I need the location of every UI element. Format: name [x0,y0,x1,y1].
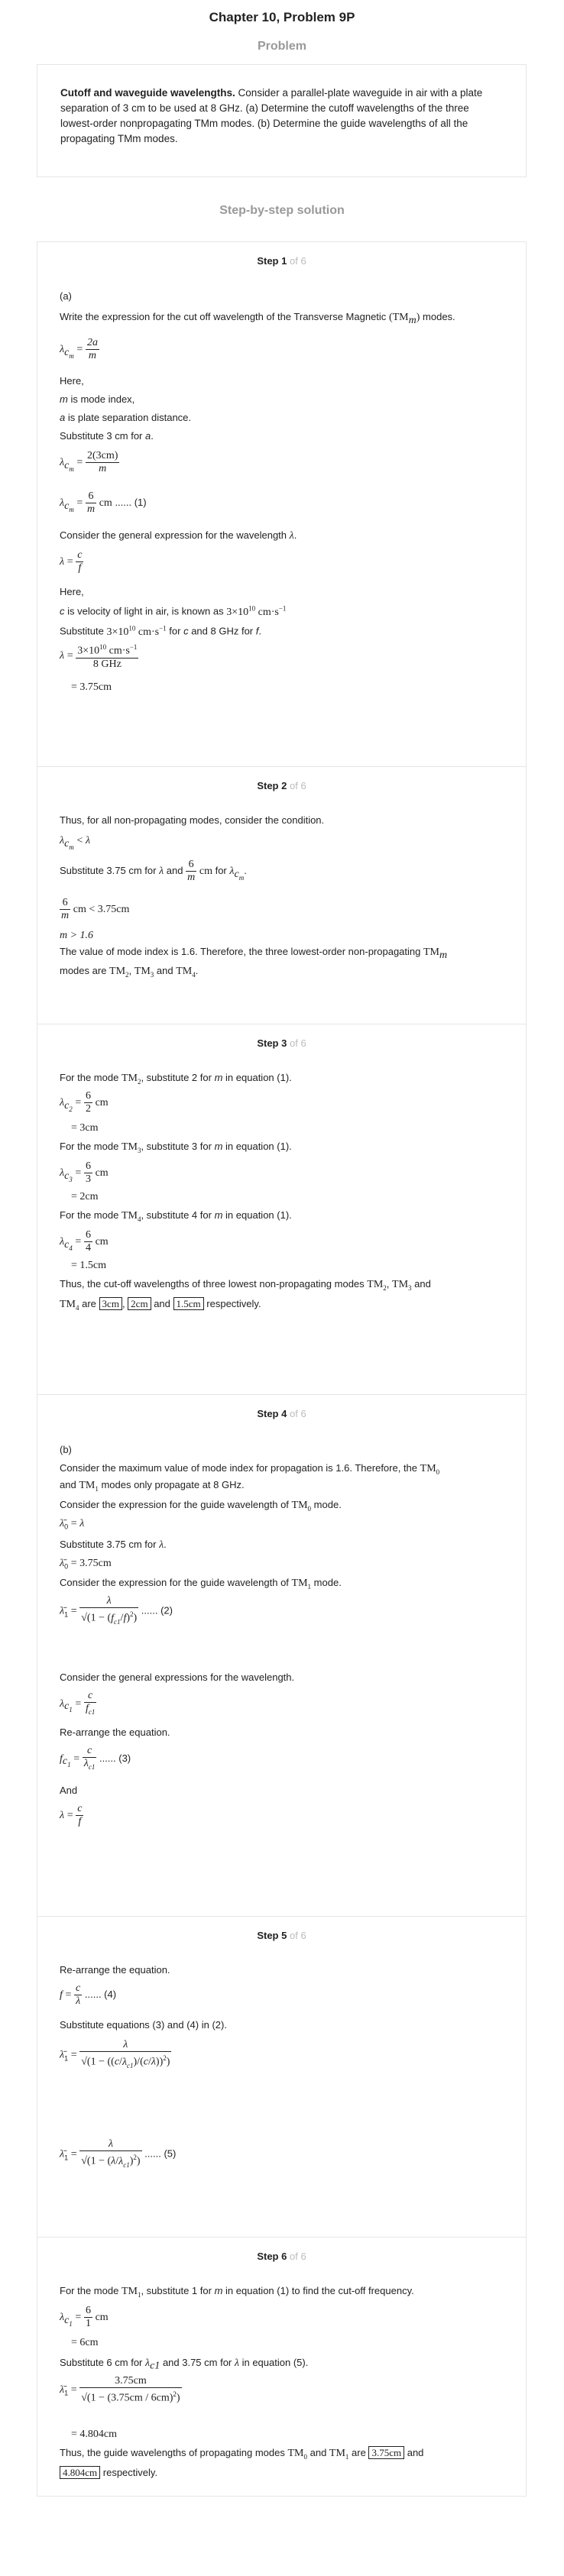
step3-text-1: For the mode $TM_2$, substitute 2 for m in equation (1). [60,1072,292,1086]
eq-lambda-value: λ = $\frac{3\times 10^{10} cm\cdot s^{-1}}{\text{8 GHz}}$ [60,641,138,671]
step3-text-3: For the mode $TM_4$, substitute 4 for m in equation (1). [60,1209,292,1223]
step4-text-6: Consider the general expressions for the wavelength. [60,1671,295,1683]
step-6-heading: Step 6 of 6 [257,2251,306,2262]
eq-2: $\lambdā_1$ = $\frac{\lambda}{√(1 - (f_{c1}/f)^2)}$ ...... (2) [60,1595,173,1626]
m-result: m > 1.6 [60,930,94,941]
eq-tm3: $\lambda_{c_3}$ = $\frac{6}{3}$ cm [60,1160,109,1185]
eq-sub: $\lambda_{c_m}$ = $\frac{2(3cm)}{m}$ [60,450,118,474]
step5-text-2: Substitute equations (3) and (4) in (2). [60,2019,227,2031]
part-a-label: (a) [60,290,72,302]
condition: $\lambda_{c_m} < \lambda$ [60,835,91,851]
step2-text-1: Thus, for all non-propagating modes, consider the condition. [60,814,325,826]
eq-substituted: $\lambdā_1$ = $\frac{\lambda}{√(1 - ((c/\lambda_{c1})/(c/\lambda))^2)}$ [60,2039,170,2070]
solution-label: Step-by-step solution [219,204,345,217]
eq-3: $f_{c_1}$ = $\frac{c}{\lambda_{c1}}$ ...... (3) [60,1745,131,1771]
problem-label: Problem [257,40,306,53]
boxed-1-5cm: 1.5cm [173,1297,204,1310]
inequality: $\frac{6}{m}$ cm < 3.75cm [61,897,130,921]
step6-text-3: Thus, the guide wavelengths of propagating modes $TM_0$ and $TM_1$ are 3.75cm and [60,2447,424,2461]
eq-cutoff: $\lambda_{c_m}$ = $\frac{2a}{m}$ [60,337,98,361]
step4-text-2: and $TM_1$ modes only propagate at 8 GHz. [60,1479,245,1493]
eq-4: f = $\frac{c}{\lambda}$ ...... (4) [60,1982,117,2007]
step4-text-3: Consider the expression for the guide wavelength of $TM_0$ mode. [60,1499,342,1513]
step-5-heading: Step 5 of 6 [257,1930,306,1941]
step3-text-5: $TM_4$ are 3cm , 2cm and 1.5cm respectively. [60,1298,261,1312]
sub-3cm: Substitute 3 cm for a. [60,430,154,442]
step6-text-4: 4.804cm respectively. [60,2467,157,2479]
eq-lambda-c1: $\lambda_{c_1}$ = $\frac{c}{f_{c1}}$ [60,1690,96,1716]
eq-tm4: $\lambda_{c_4}$ = $\frac{6}{4}$ cm [60,1229,109,1254]
step4-text-4: Substitute 3.75 cm for λ. [60,1539,167,1551]
step5-text-1: Re-arrange the equation. [60,1964,170,1976]
step-4-heading: Step 4 of 6 [257,1408,306,1419]
eq-tm1: $\lambda_{c_1}$ = $\frac{6}{1}$ cm [60,2305,109,2329]
eq-guide-1: $\lambdā_1$ = $\frac{3.75cm}{√(1 - (3.75cm / 6cm)^2)}$ [60,2375,180,2404]
lambda-result: = 3.75cm [71,681,112,693]
part-b-label: (b) [60,1444,72,1455]
tm4-result: = 1.5cm [71,1260,106,1271]
step-4 [37,1394,527,1916]
problem-lead: Cutoff and waveguide wavelengths. [60,87,235,99]
step4-text-7: Re-arrange the equation. [60,1727,170,1738]
m-def: m is mode index, [60,393,135,405]
eq-guide-0: $\lambdā_0 = \lambda$ [60,1518,85,1531]
step-5 [37,1916,527,2237]
step6-text-1: For the mode $TM_1$, substitute 1 for m in equation (1) to find the cut-off frequency. [60,2285,414,2299]
and-text: And [60,1785,78,1796]
step4-text-5: Consider the expression for the guide wavelength of $TM_1$ mode. [60,1577,342,1591]
step2-text-3: The value of mode index is 1.6. Therefore, the three lowest-order non-propagating $TM_m$ [60,946,448,961]
step-3-heading: Step 3 of 6 [257,1037,306,1049]
eq-lambda-cf-2: λ = $\frac{c}{f}$ [60,1803,83,1827]
boxed-3-75cm: 3.75cm [368,2446,404,2459]
boxed-4-804cm: 4.804cm [60,2466,100,2479]
step3-text-2: For the mode $TM_3$, substitute 3 for m in equation (1). [60,1141,292,1154]
step-1-heading: Step 1 of 6 [257,255,306,267]
problem-card [37,64,527,177]
general-wavelength: Consider the general expression for the wavelength λ. [60,529,297,542]
guide-0-result: $\lambdā_0 = 3.75cm$ [60,1558,112,1571]
step2-text-4: modes are $TM_2$, $TM_3$ and $TM_4$. [60,965,199,979]
guide-1-result: = 4.804cm [71,2429,117,2440]
eq-lambda-cf: λ = $\frac{c}{f}$ [60,549,83,574]
step-1 [37,241,527,766]
step2-text-2: Substitute 3.75 cm for λ and $\frac{6}{m}$ cm for $\lambda_{c_m}$. [60,859,247,883]
step-2 [37,766,527,1024]
problem-text: Consider a parallel-plate waveguide in air with a plate separation of 3 cm to be used at 8 GHz. (a) Determine the cutoff wavelengths of the three lowest-order nonpropagating TMm modes. (b) Determine the guide wavelengths of all the propagating TMm modes. [60,87,483,144]
page-title: Chapter 10, Problem 9P [209,10,355,24]
boxed-3cm: 3cm [99,1297,122,1310]
tm1-result: = 6cm [71,2337,99,2348]
tm3-result: = 2cm [71,1191,99,1202]
step4-text-1: Consider the maximum value of mode index for propagation is 1.6. Therefore, the $TM_0$ [60,1462,440,1476]
eq-5: $\lambdā_1$ = $\frac{\lambda}{√(1 - (\lambda/\lambda_{c1})^2)}$ ...... (5) [60,2138,177,2169]
c-def: c is velocity of light in air, is known as $3\times 10^{10}$ $cm\cdot s^{-1}$ [60,604,287,618]
step-3 [37,1024,527,1394]
here-2: Here, [60,586,84,597]
here-1: Here, [60,375,84,387]
substitute-line: Substitute $3\times 10^{10}$ $cm\cdot s^{-1}$ for c and 8 GHz for f. [60,624,262,638]
step1-text-1: Write the expression for the cut off wavelength of the Transverse Magnetic $(TM_m)$ modes. [60,311,455,326]
tm2-result: = 3cm [71,1122,99,1134]
a-def: a is plate separation distance. [60,412,192,423]
eq-1: $\lambda_{c_m}$ = $\frac{6}{m}$ cm ...... (1) [60,490,147,515]
eq-tm2: $\lambda_{c_2}$ = $\frac{6}{2}$ cm [60,1090,109,1115]
step6-text-2: Substitute 6 cm for $\lambda_{c1}$ and 3.75 cm for λ in equation (5). [60,2357,309,2372]
boxed-2cm: 2cm [128,1297,151,1310]
step3-text-4: Thus, the cut-off wavelengths of three lowest non-propagating modes $TM_2$, $TM_3$ and [60,1278,431,1292]
step-6 [37,2237,527,2497]
step-2-heading: Step 2 of 6 [257,780,306,791]
